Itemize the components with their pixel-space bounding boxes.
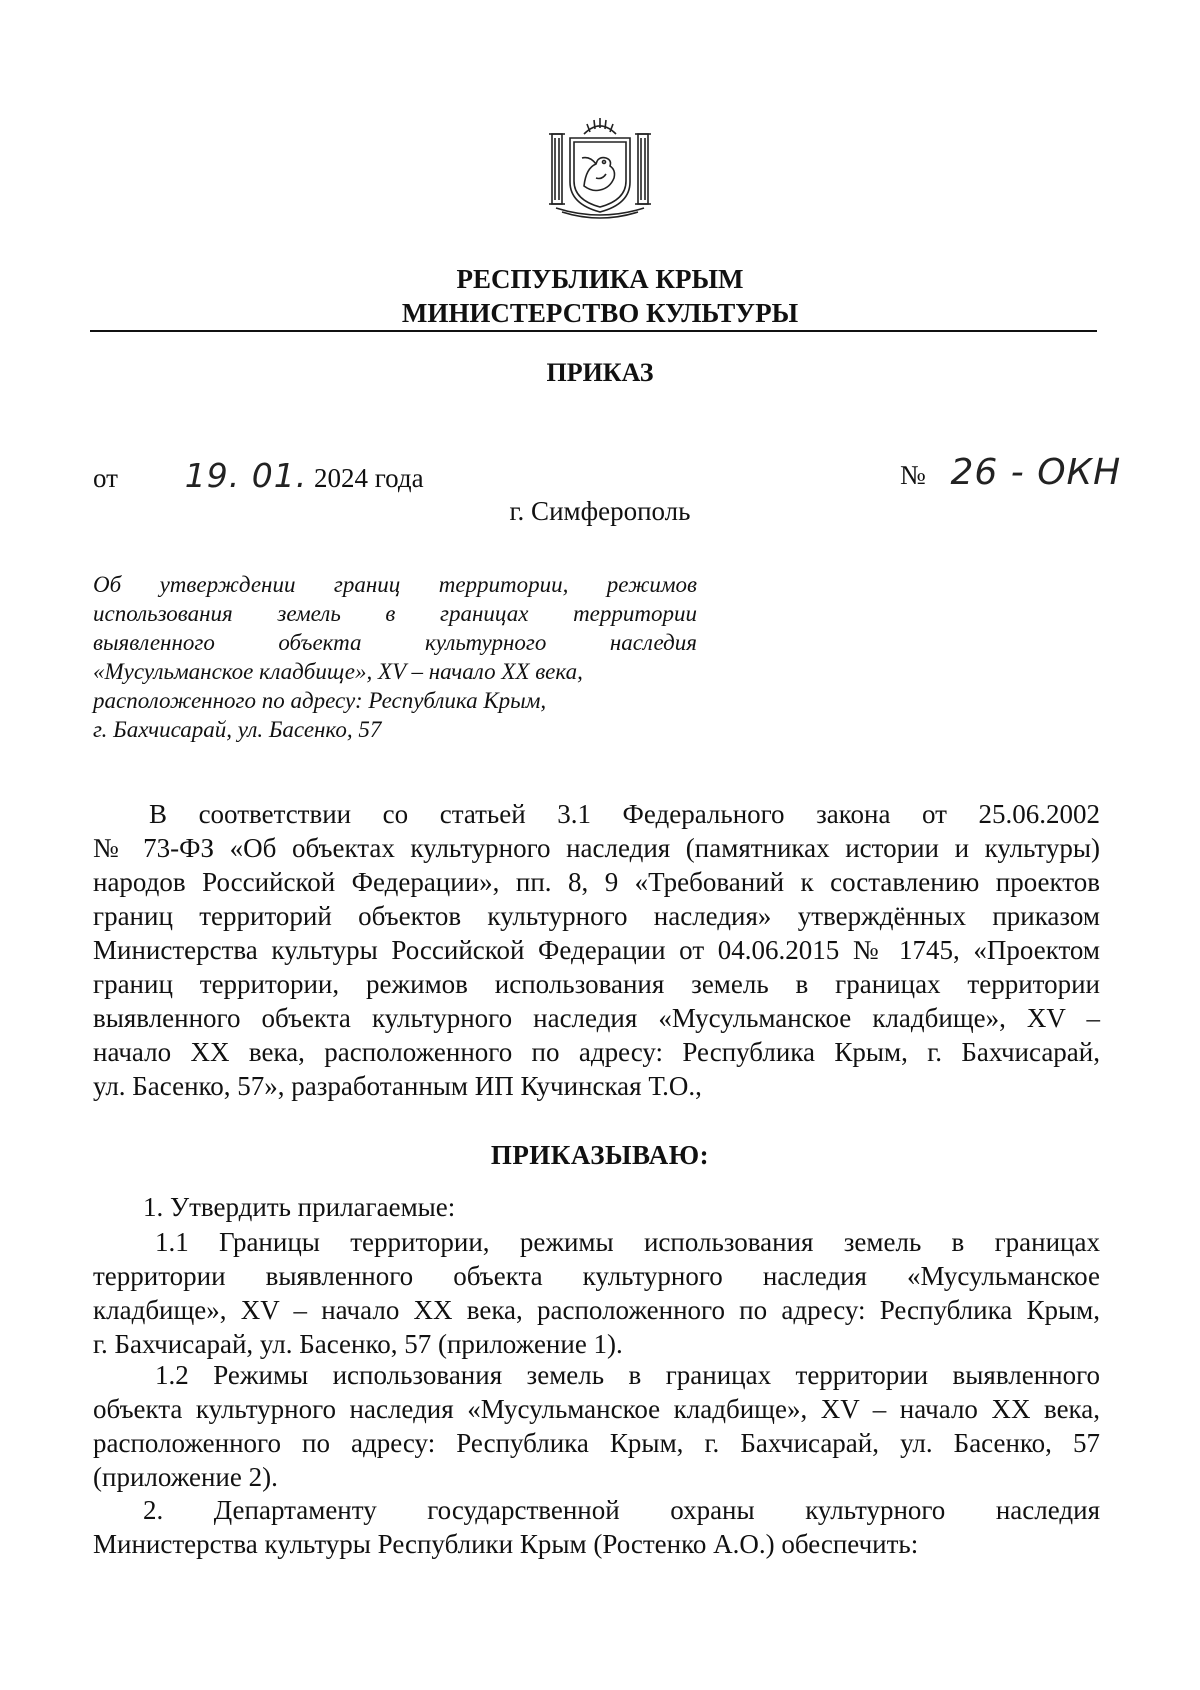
order-number	[900, 452, 1121, 493]
item-line: 1.1 Границы территории, режимы использования земель в границах	[155, 1227, 1100, 1257]
paragraph-line: Министерства культуры Российской Федерации от 04.06.2015 № 1745, «Проектом	[93, 935, 1100, 965]
item-1-2	[93, 1358, 1100, 1494]
number-label: №	[900, 460, 926, 490]
date-handwritten: 19. 01.	[184, 456, 308, 495]
preamble-paragraph	[93, 797, 1100, 1103]
number-handwritten: 26 - ОКН	[950, 452, 1122, 493]
item-1-1	[93, 1225, 1100, 1361]
paragraph-line: границ территории, режимов использования земель в границах территории	[93, 969, 1100, 999]
subject-line: г. Бахчисарай, ул. Басенко, 57	[93, 717, 382, 742]
item-line: 2. Департаменту государственной охраны культурного наследия	[143, 1495, 1100, 1525]
item-line: (приложение 2).	[93, 1462, 278, 1492]
item-line: Министерства культуры Республики Крым (Ростенко А.О.) обеспечить:	[93, 1529, 919, 1559]
item-2	[93, 1493, 1100, 1561]
paragraph-line: № 73-ФЗ «Об объектах культурного наследия (памятниках истории и культуры)	[93, 833, 1100, 863]
header-ministry: МИНИСТЕРСТВО КУЛЬТУРЫ	[401, 298, 799, 328]
city-name: г. Симферополь	[509, 496, 691, 526]
item-line: 1. Утвердить прилагаемые:	[143, 1192, 456, 1222]
header-divider	[90, 330, 1097, 332]
paragraph-line: выявленного объекта культурного наследия «Мусульманское кладбище», XV –	[93, 1003, 1100, 1033]
paragraph-line: В соответствии со статьей 3.1 Федерального закона от 25.06.2002	[149, 799, 1100, 829]
order-directive-heading: ПРИКАЗЫВАЮ:	[490, 1140, 710, 1170]
order-subject	[93, 570, 697, 744]
subject-line: «Мусульманское кладбище», XV – начало XX века,	[93, 659, 583, 684]
item-line: 1.2 Режимы использования земель в границах территории выявленного	[155, 1360, 1100, 1390]
paragraph-line: ул. Басенко, 57», разработанным ИП Кучинская Т.О.,	[93, 1071, 702, 1101]
item-1	[93, 1190, 1100, 1224]
item-line: территории выявленного объекта культурного наследия «Мусульманское	[93, 1261, 1100, 1291]
order-date	[93, 456, 424, 495]
item-line: кладбище», XV – начало XX века, расположенного по адресу: Республика Крым,	[93, 1295, 1100, 1325]
item-line: объекта культурного наследия «Мусульманское кладбище», XV – начало XX века,	[93, 1394, 1100, 1424]
paragraph-line: начало XX века, расположенного по адресу: Республика Крым, г. Бахчисарай,	[93, 1037, 1100, 1067]
document-title: ПРИКАЗ	[546, 358, 654, 387]
subject-line: использования земель в границах территории	[93, 601, 697, 626]
subject-line: выявленного объекта культурного наследия	[93, 630, 697, 655]
coat-of-arms-emblem	[540, 112, 660, 222]
date-suffix: 2024 года	[313, 463, 424, 493]
item-line: расположенного по адресу: Республика Крым, г. Бахчисарай, ул. Басенко, 57	[93, 1428, 1100, 1458]
subject-line: расположенного по адресу: Республика Крым,	[93, 688, 547, 713]
date-from-label: от	[93, 463, 118, 493]
paragraph-line: народов Российской Федерации», пп. 8, 9 «Требований к составлению проектов	[93, 867, 1100, 897]
header-republic: РЕСПУБЛИКА КРЫМ	[456, 264, 744, 294]
item-line: г. Бахчисарай, ул. Басенко, 57 (приложение 1).	[93, 1329, 623, 1359]
subject-line: Об утверждении границ территории, режимов	[93, 572, 697, 597]
paragraph-line: границ территорий объектов культурного наследия» утверждённых приказом	[93, 901, 1100, 931]
